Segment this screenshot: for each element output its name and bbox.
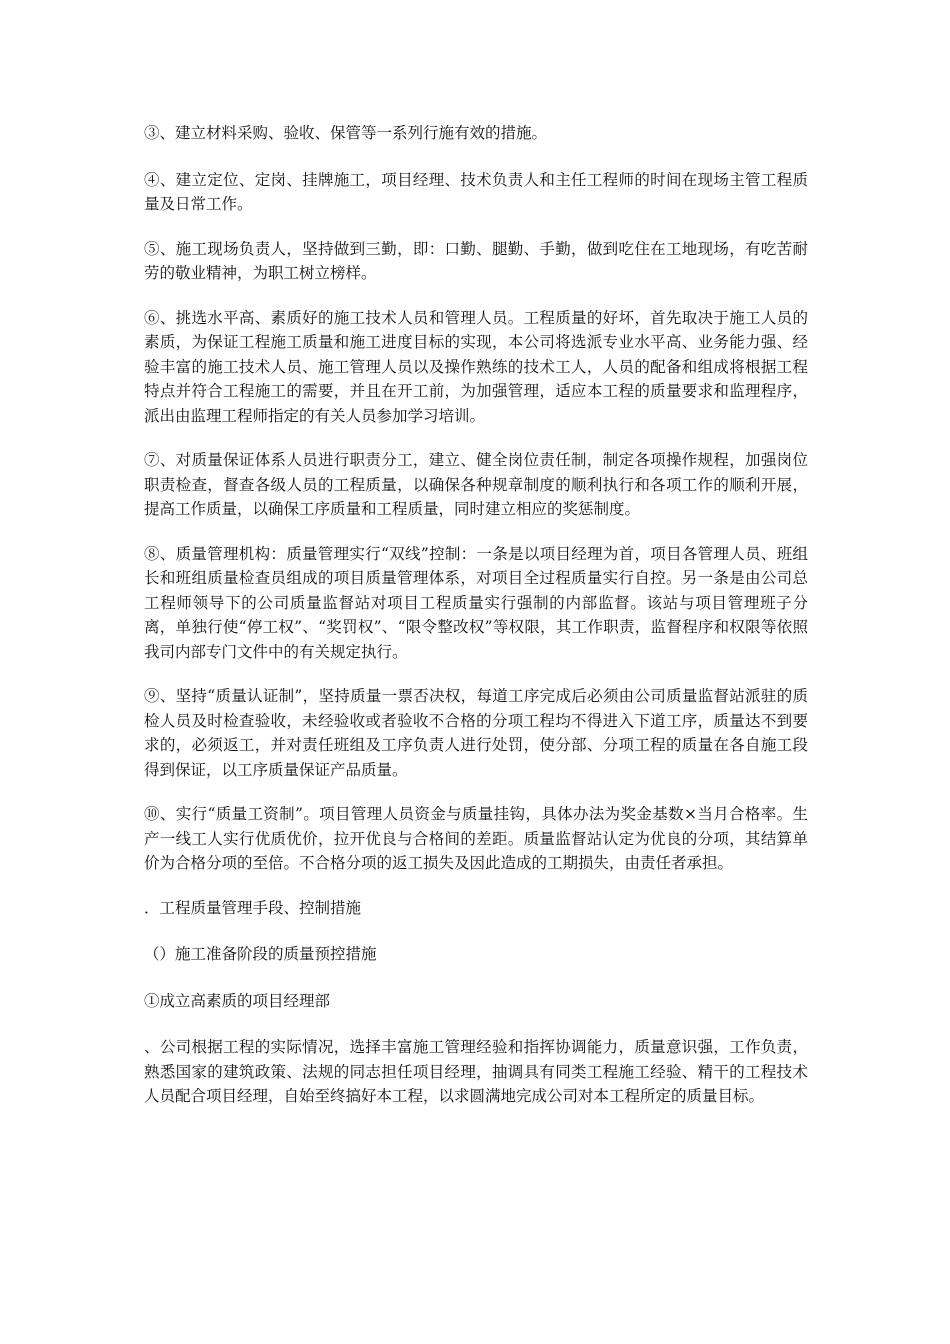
paragraph-project-manager: 、公司根据工程的实际情况，选择丰富施工管理经验和指挥协调能力，质量意识强，工作负责，熟悉国家的建筑政策、法规的同志担任项目经理，抽调具有同类工程施工经验、精干的工程技术人员配合项目经理，自始至终搞好本工程，以求圆满地完成公司对本工程所定的质量目标。	[144, 1038, 808, 1105]
paragraph-item-8: ⑧、质量管理机构：质量管理实行“双线”控制：一条是以项目经理为首，项目各管理人员、班组长和班组质量检查员组成的项目质量管理体系，对项目全过程质量实行自控。另一条是由公司总工程师领导下的公司质量监督站对项目工程质量实行强制的内部监督。该站与项目管理班子分离，单独行使“停工权”、“奖罚权”、“限令整改权”等权限，其工作职责，监督程序和权限等依照我司内部专门文件中的有关规定执行。	[144, 544, 808, 661]
document-body	[144, 121, 808, 1129]
subsection-heading: （）施工准备阶段的质量预控措施	[144, 945, 377, 963]
sub-item-heading: ①成立高素质的项目经理部	[144, 991, 331, 1010]
paragraph-item-3: ③、建立材料采购、验收、保管等一系列行施有效的措施。	[144, 124, 548, 142]
paragraph-item-4: ④、建立定位、定岗、挂牌施工，项目经理、技术负责人和主任工程师的时间在现场主管工程质量及日常工作。	[144, 170, 808, 213]
paragraph-item-6: ⑥、挑选水平高、素质好的施工技术人员和管理人员。工程质量的好坏，首先取决于施工人员的素质，为保证工程施工质量和施工进度目标的实现，本公司将选派专业水平高、业务能力强、经验丰富的施工技术人员、施工管理人员以及操作熟练的技术工人，人员的配备和组成将根据工程特点并符合工程施工的需要，并且在开工前，为加强管理，适应本工程的质量要求和监理程序，派出由监理工程师指定的有关人员参加学习培训。	[144, 308, 808, 425]
paragraph-item-5: ⑤、施工现场负责人，坚持做到三勤，即：口勤、腿勤、手勤，做到吃住在工地现场，有吃苦耐劳的敬业精神，为职工树立榜样。	[144, 239, 808, 282]
paragraph-item-10: ⑩、实行“质量工资制”。项目管理人员资金与质量挂钩，具体办法为奖金基数×当月合格率。生产一线工人实行优质优价，拉开优良与合格间的差距。质量监督站认定为优良的分项，其结算单价为合格分项的至倍。不合格分项的返工损失及因此造成的工期损失，由责任者承担。	[144, 805, 808, 872]
paragraph-item-7: ⑦、对质量保证体系人员进行职责分工，建立、健全岗位责任制，制定各项操作规程，加强岗位职责检查，督查各级人员的工程质量，以确保各种规章制度的顺利执行和各项工作的顺利开展，提高工作质量，以确保工序质量和工程质量，同时建立相应的奖惩制度。	[144, 451, 808, 518]
paragraph-item-9: ⑨、坚持“质量认证制”，坚持质量一票否决权，每道工序完成后必须由公司质量监督站派驻的质检人员及时检查验收，未经验收或者验收不合格的分项工程均不得进入下道工序，质量达不到要求的，必须返工，并对责任班组及工序负责人进行处罚，使分部、分项工程的质量在各自施工段得到保证，以工序质量保证产品质量。	[144, 687, 808, 779]
section-heading: ．工程质量管理手段、控制措施	[144, 898, 362, 917]
